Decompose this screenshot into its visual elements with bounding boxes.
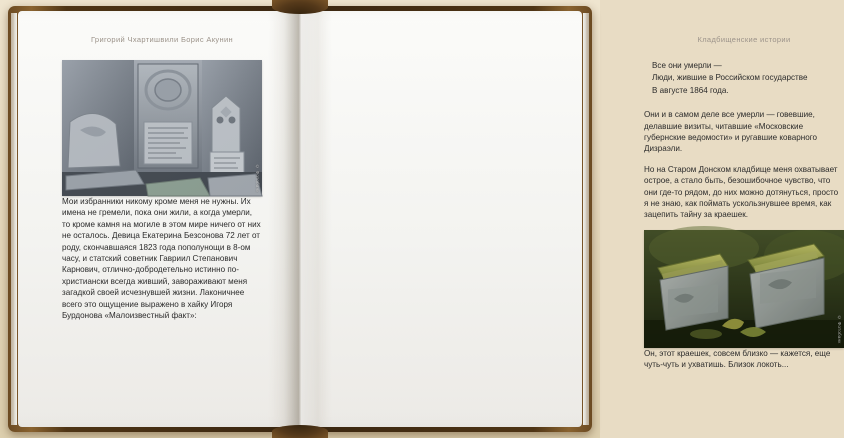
haiku-line-2: Люди, жившие в Российском государстве: [652, 73, 808, 83]
right-page: [300, 11, 842, 427]
sarcophagi-illustration: [644, 230, 844, 348]
old-gravestones-photo: [62, 60, 262, 196]
right-page-content: [644, 35, 844, 380]
right-running-head: Кладбищенские истории: [697, 35, 791, 44]
photo-watermark: © Фотобанк: [837, 315, 842, 344]
right-page-paragraph-1: Они и в самом деле все умерли — говевшие, делавшие визиты, читавшие «Московские губернские ведомости» и ругавшие коварного Дизраэли.: [644, 110, 817, 154]
left-page-paragraph: Мои избранники никому кроме меня не нужны. Их имена не гремели, пока они жили, а когда умерли, то кроме камня на могиле в этом мире ничего от них не осталось. Девица Екатерина Безсонова 72 лет от роду, скончавшаяся 1823 года пополунощи в 8-ом часу, и статский советник Гавриил Степанович Карнович, отлично-добродетельно истинно по-христиански всегда живший, завораживают меня загадкой своей исчезнувшей жизни. Лаконичнее всего это ощущение выражено в хайку Игоря Бурдонова «Малоизвестный факт»:: [62, 197, 261, 321]
left-running-head: Григорий Чхартишвили Борис Акунин: [90, 35, 234, 44]
spine-bottom-cap: [272, 425, 328, 438]
gravestones-illustration: [62, 60, 262, 196]
haiku-line-3: В августе 1864 года.: [652, 85, 729, 95]
haiku-block: [644, 60, 844, 97]
right-page-paragraph-3: Он, этот краешек, совсем близко — кажется, еще чуть-чуть и ухватишь. Близок локоть...: [644, 348, 831, 370]
photo-watermark: © Фотобанк: [255, 163, 260, 192]
left-page: [18, 11, 300, 427]
haiku-line-1: Все они умерли —: [652, 61, 722, 70]
mossy-sarcophagi-photo: [644, 230, 844, 348]
left-page-content: [62, 35, 262, 330]
spine-top-cap: [272, 0, 328, 14]
page-edge-left-inner: [14, 13, 17, 425]
right-page-paragraph-2: Но на Старом Донском кладбище меня охватывает острое, а стало быть, безошибочное чувство, что они где-то рядом, до них можно дотянуться, просто я не знаю, как поймать ускользнувшее время, как зацепить тайну за краешек.: [644, 164, 839, 220]
page-edge-right-outer: [586, 13, 589, 425]
